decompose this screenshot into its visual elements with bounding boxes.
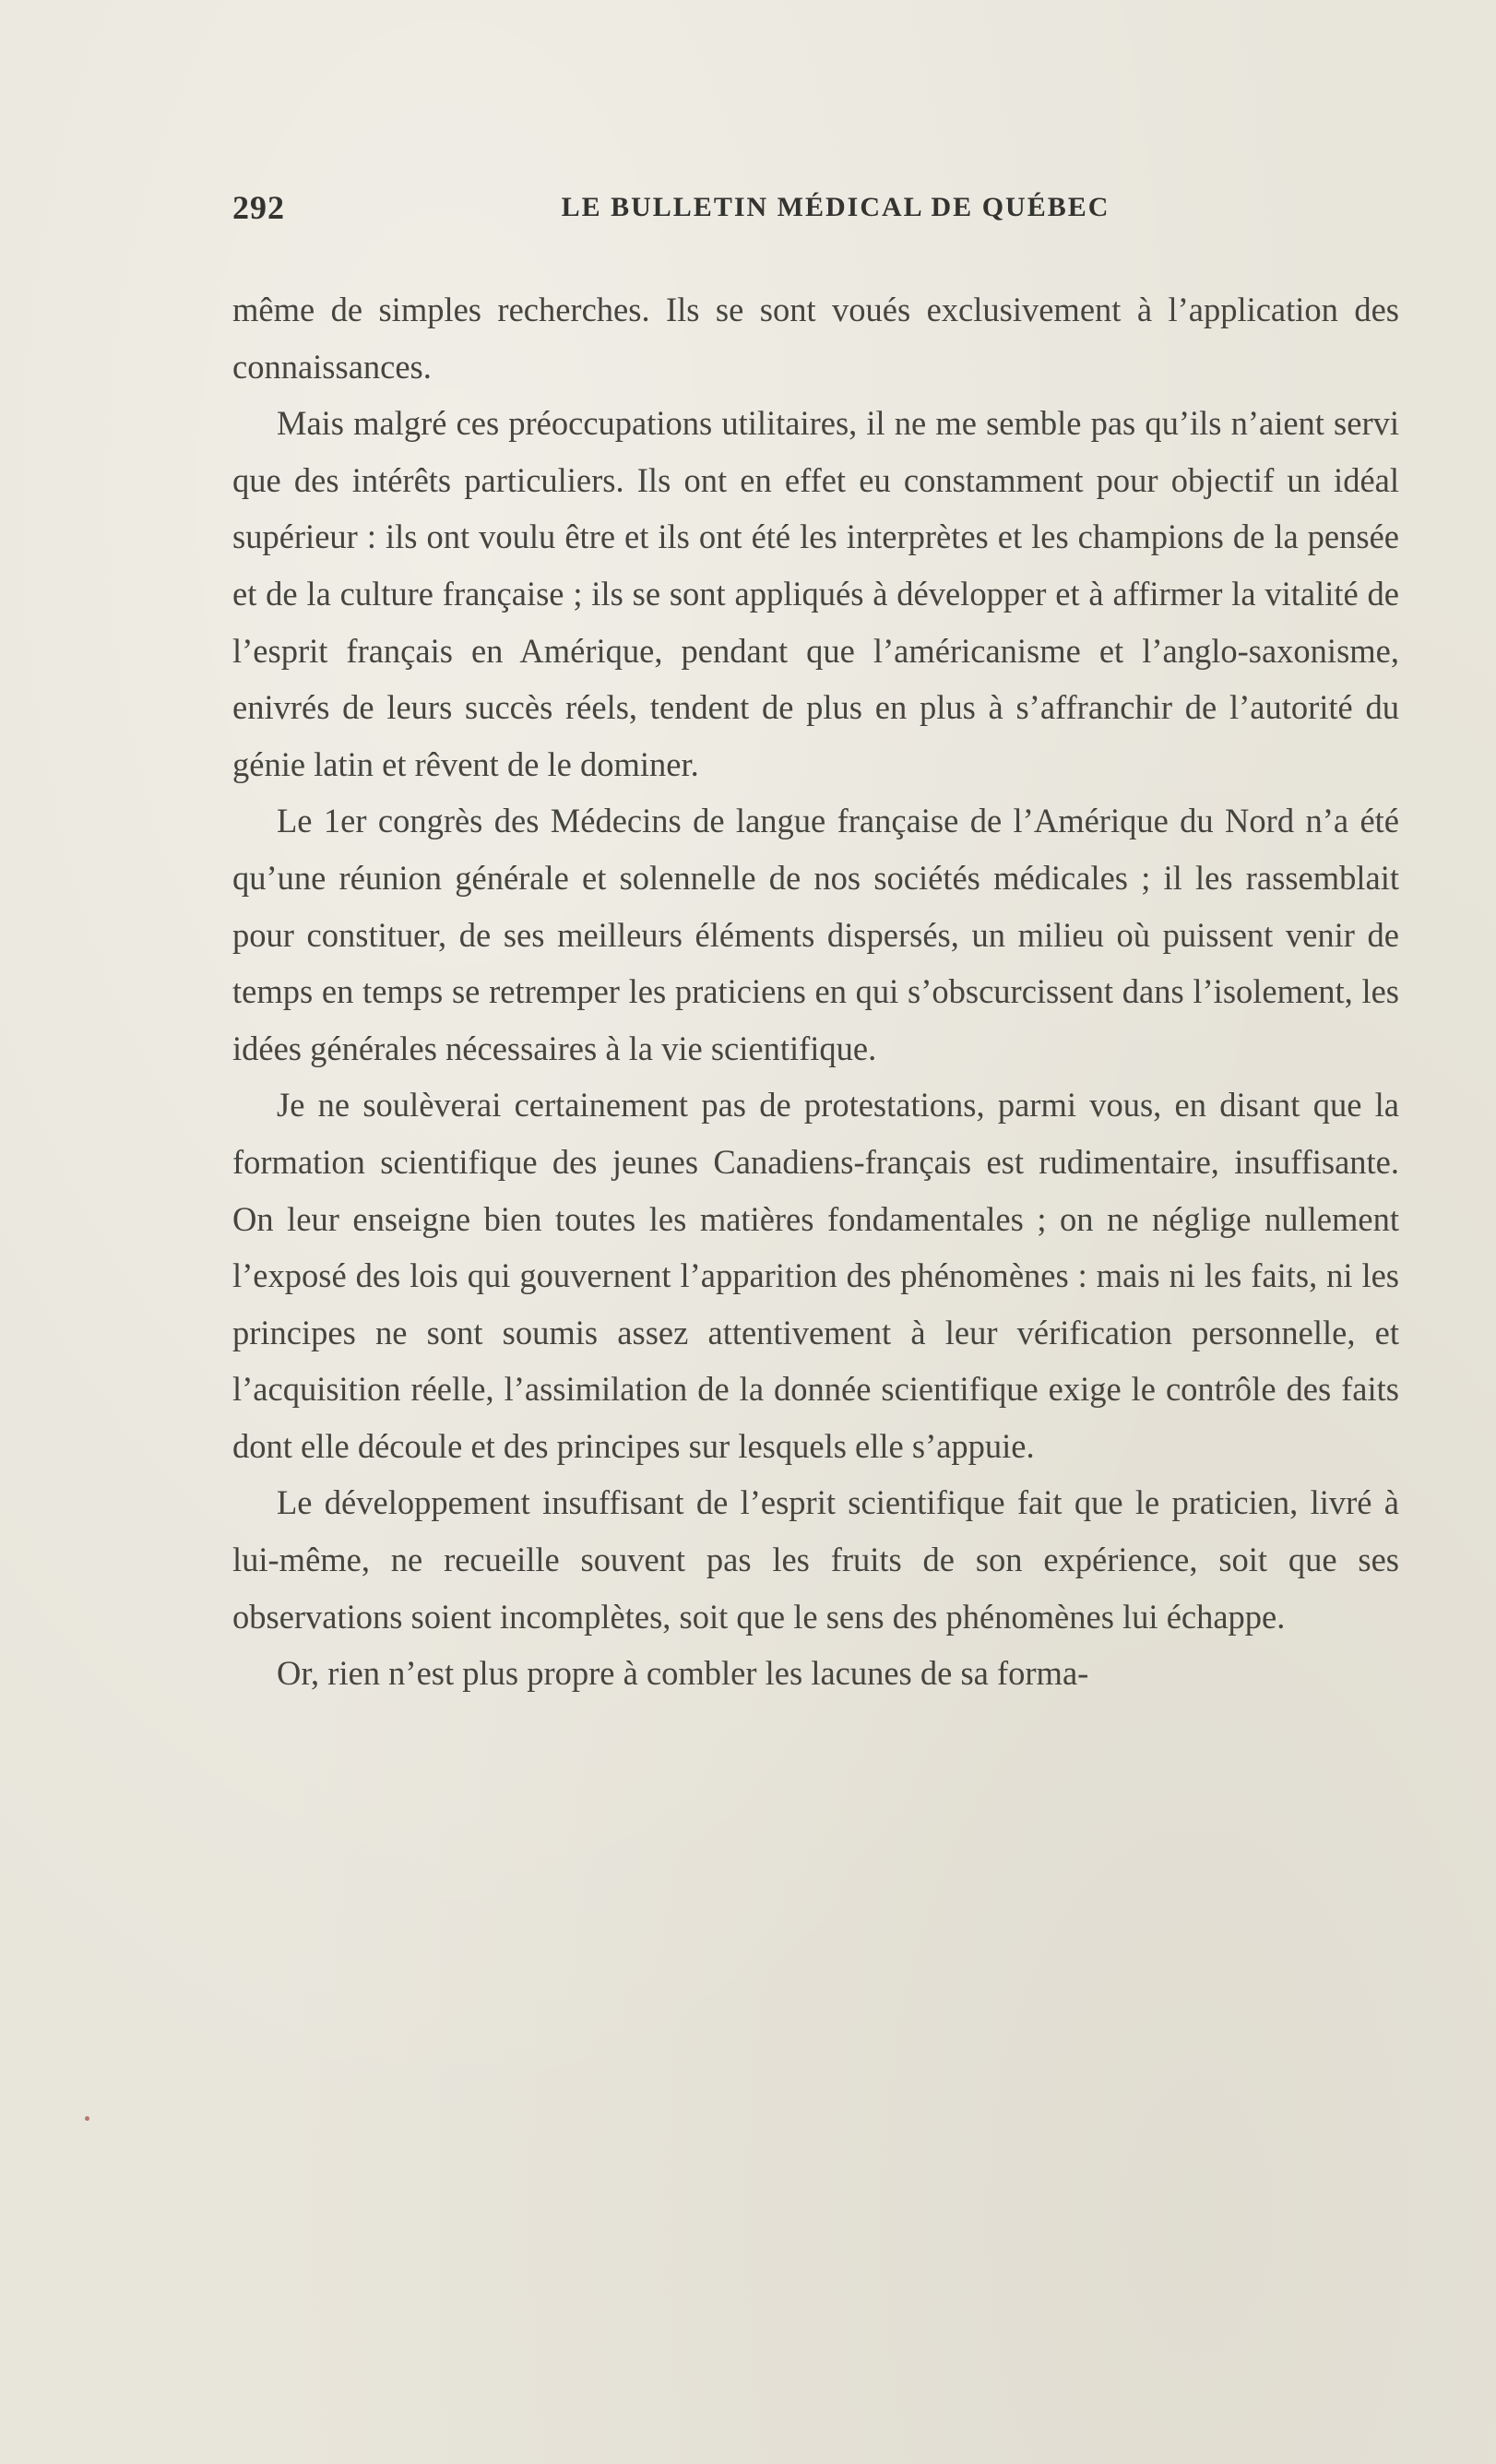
- paragraph-2: Mais malgré ces préoccupations utilitaires, il ne me semble pas qu’ils n’aient servi que des intérêts particuliers. Ils ont en effet eu constamment pour objectif un idéal supérieur : ils ont voulu être et ils ont été les interprètes et les champions de la pensée et de la culture française ; ils se sont appliqués à développer et à affirmer la vitalité de l’esprit français en Amérique, pendant que l’américanisme et l’anglo-saxonisme, enivrés de leurs succès réels, tendent de plus en plus à s’affranchir de l’autorité du génie latin et rêvent de le dominer.: [232, 404, 1399, 783]
- paragraph-6: Or, rien n’est plus propre à combler les lacunes de sa forma-: [277, 1654, 1089, 1693]
- journal-title: LE BULLETIN MÉDICAL DE QUÉBEC: [561, 192, 1110, 222]
- body-text: [232, 281, 1399, 1702]
- paper-speck: [85, 2116, 89, 2121]
- paragraph-4: Je ne soulèverai certainement pas de protestations, parmi vous, en disant que la formation scientifique des jeunes Canadiens-français est rudimentaire, insuffisante. On leur enseigne bien toutes les matières fondamentales ; on ne néglige nullement l’exposé des lois qui gouvernent l’apparition des phénomènes : mais ni les faits, ni les principes ne sont soumis assez attentivement à leur vérification personnelle, et l’acquisition réelle, l’assimilation de la donnée scientifique exige le contrôle des faits dont elle découle et des principes sur lesquels elle s’appuie.: [232, 1086, 1399, 1465]
- paragraph-5: Le développement insuffisant de l’esprit scientifique fait que le praticien, livré à lui-même, ne recueille souvent pas les fruits de son expérience, soit que ses observations soient incomplètes, soit que le sens des phénomènes lui échappe.: [232, 1483, 1399, 1636]
- page-number: 292: [232, 189, 285, 226]
- paragraph-1: même de simples recherches. Ils se sont voués exclusivement à l’application des connaissances.: [232, 291, 1399, 386]
- paragraph-3: Le 1er congrès des Médecins de langue française de l’Amérique du Nord n’a été qu’une réunion générale et solennelle de nos sociétés médicales ; il les rassemblait pour constituer, de ses meilleurs éléments dispersés, un milieu où puissent venir de temps en temps se retremper les praticiens en qui s’obscurcissent dans l’isolement, les idées générales nécessaires à la vie scientifique.: [232, 802, 1399, 1067]
- running-head: [232, 188, 1402, 234]
